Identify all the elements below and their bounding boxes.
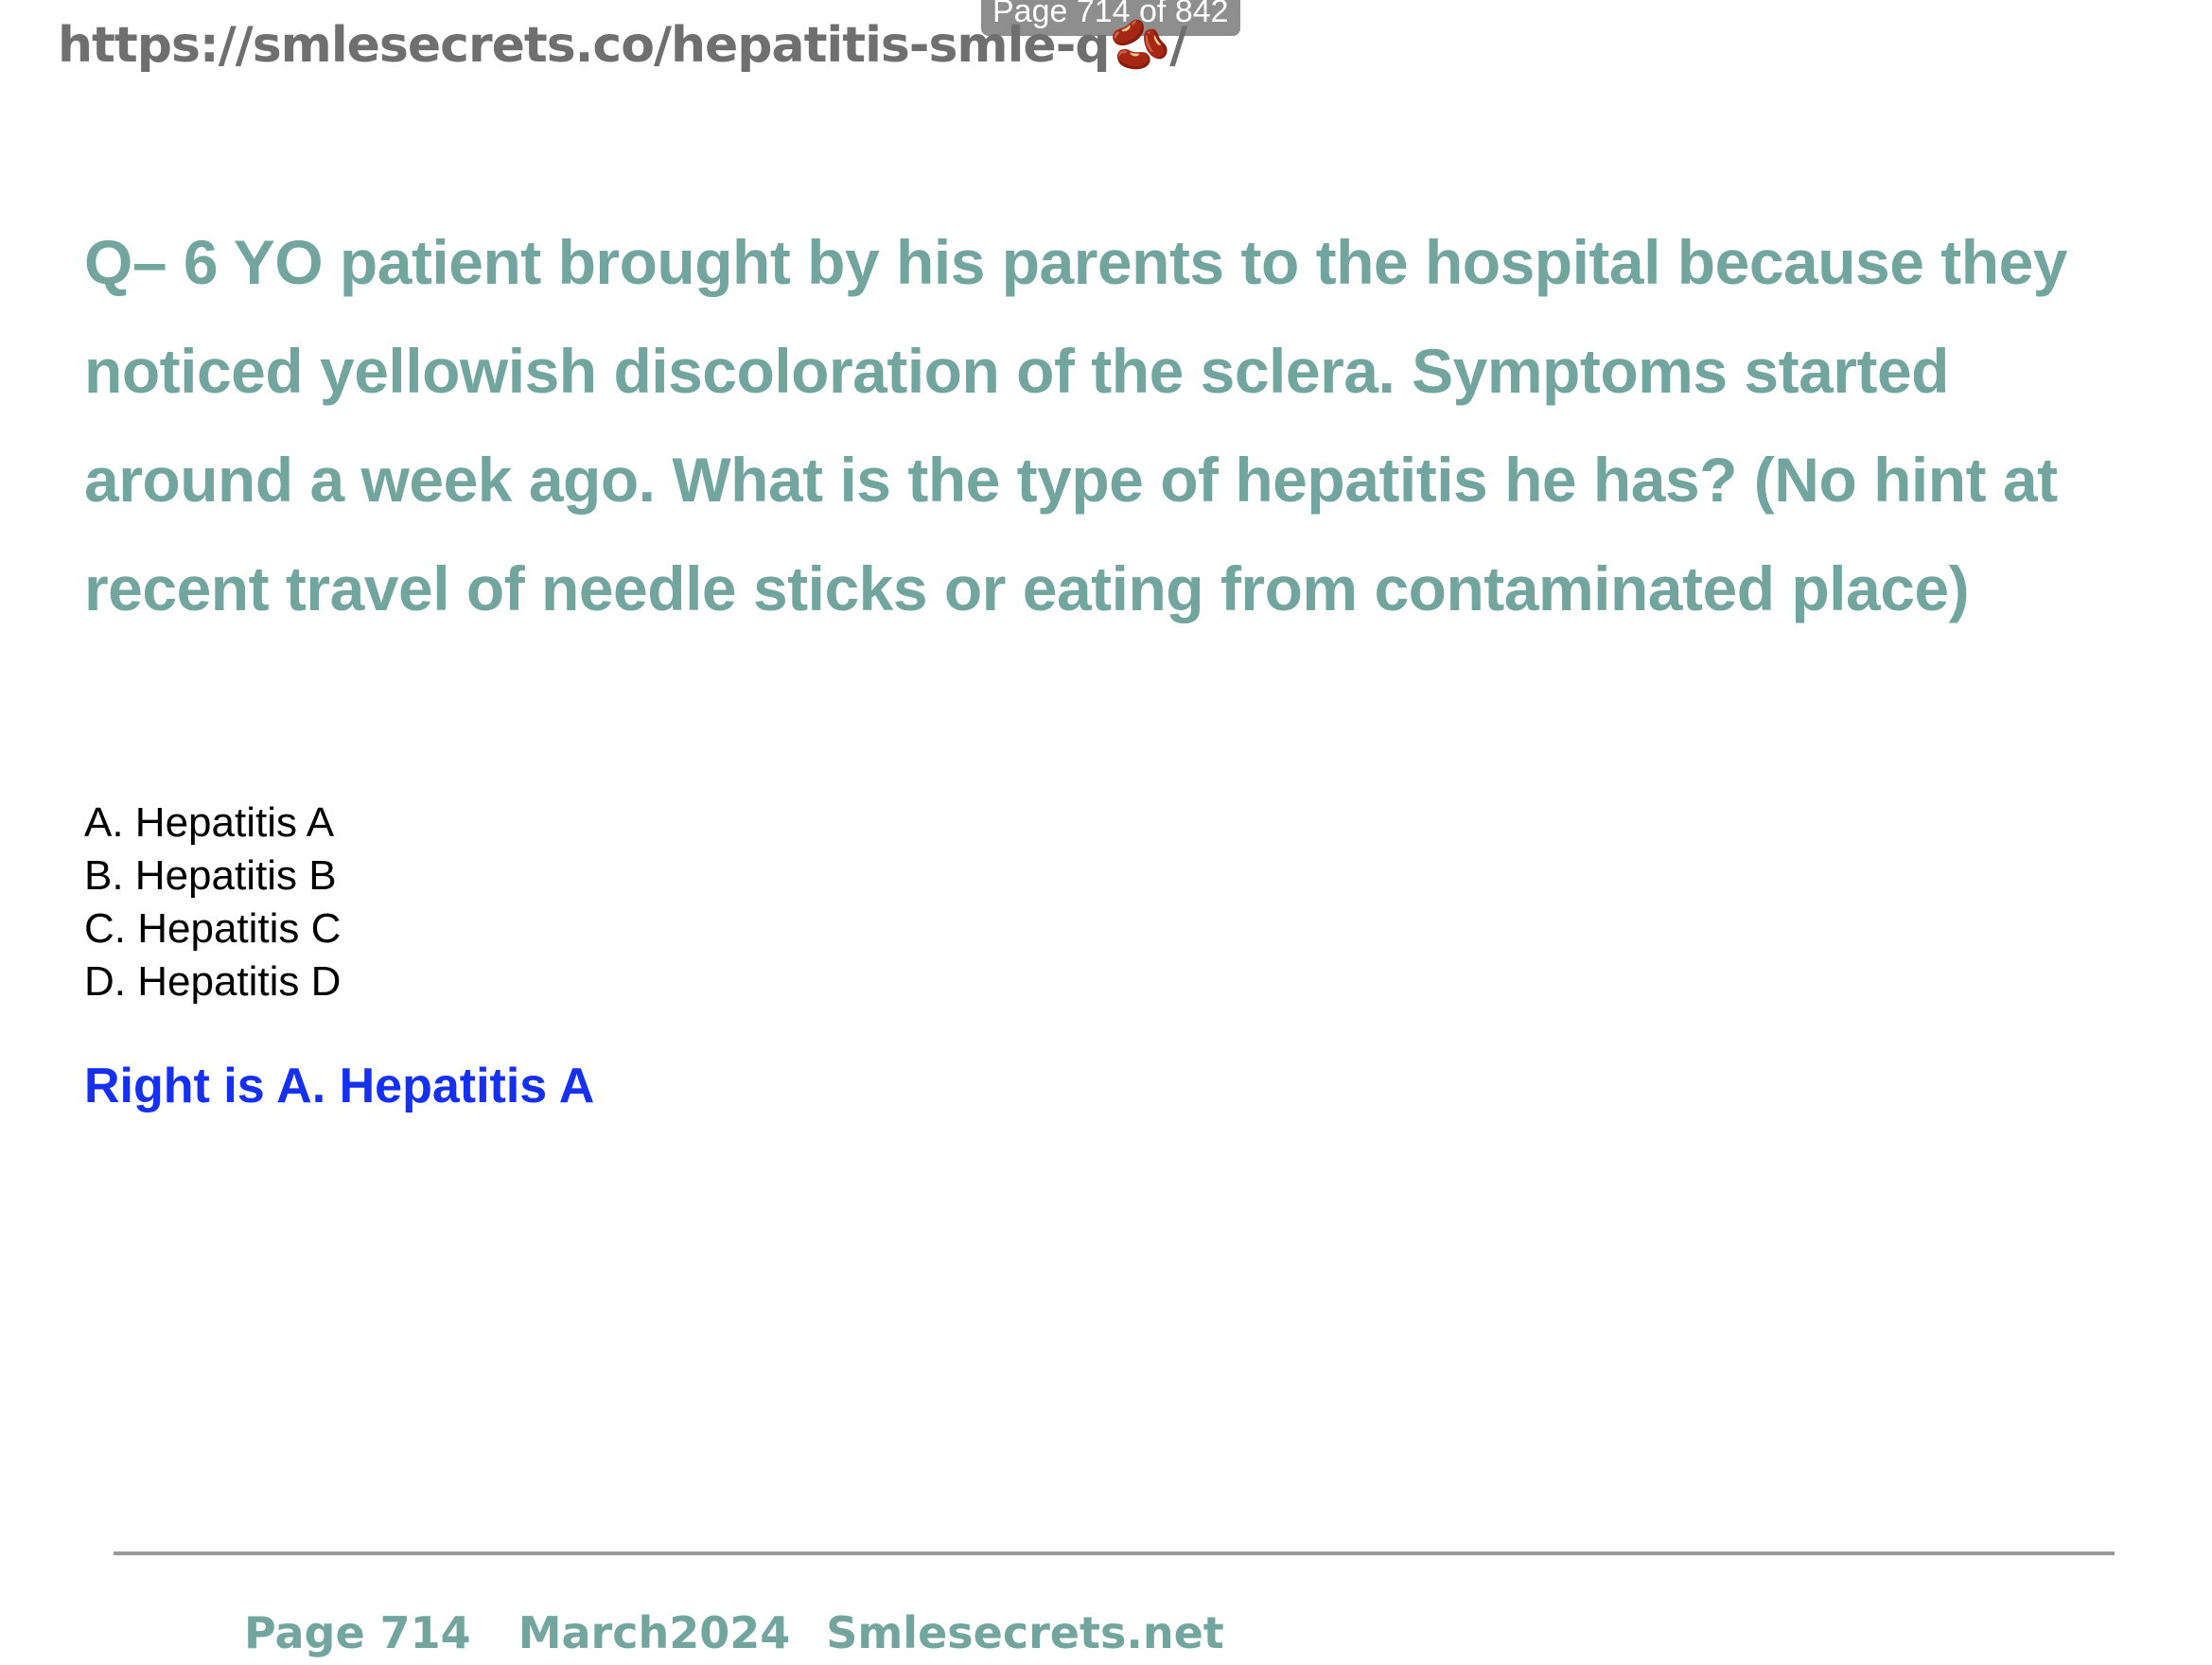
source-url[interactable]: https://smlesecrets.co/hepatitis-smle-q🫘/ bbox=[58, 17, 1187, 74]
option-c: C. Hepatitis C bbox=[84, 905, 342, 952]
footer-page-number: Page 714 bbox=[244, 1607, 471, 1658]
footer-date: March2024 bbox=[518, 1607, 791, 1658]
option-a: A. Hepatitis A bbox=[84, 799, 335, 846]
footer-site: Smlesecrets.net bbox=[826, 1607, 1224, 1658]
question-text: Q– 6 YO patient brought by his parents to the hospital because they noticed yellowish discoloration of the sclera. Symptoms started around a week ago. What is the type of hepatitis he has? (No hint at recent travel of needle sticks or eating from contaminated place) bbox=[84, 227, 2067, 623]
page-indicator: Page 714 of 842 bbox=[981, 0, 1240, 36]
answer-options bbox=[84, 797, 341, 1008]
footer-divider bbox=[114, 1551, 2115, 1555]
correct-answer: Right is A. Hepatitis A bbox=[84, 1059, 595, 1113]
option-b: B. Hepatitis B bbox=[84, 852, 337, 899]
option-d: D. Hepatitis D bbox=[84, 958, 342, 1005]
page-footer bbox=[244, 1604, 1224, 1661]
